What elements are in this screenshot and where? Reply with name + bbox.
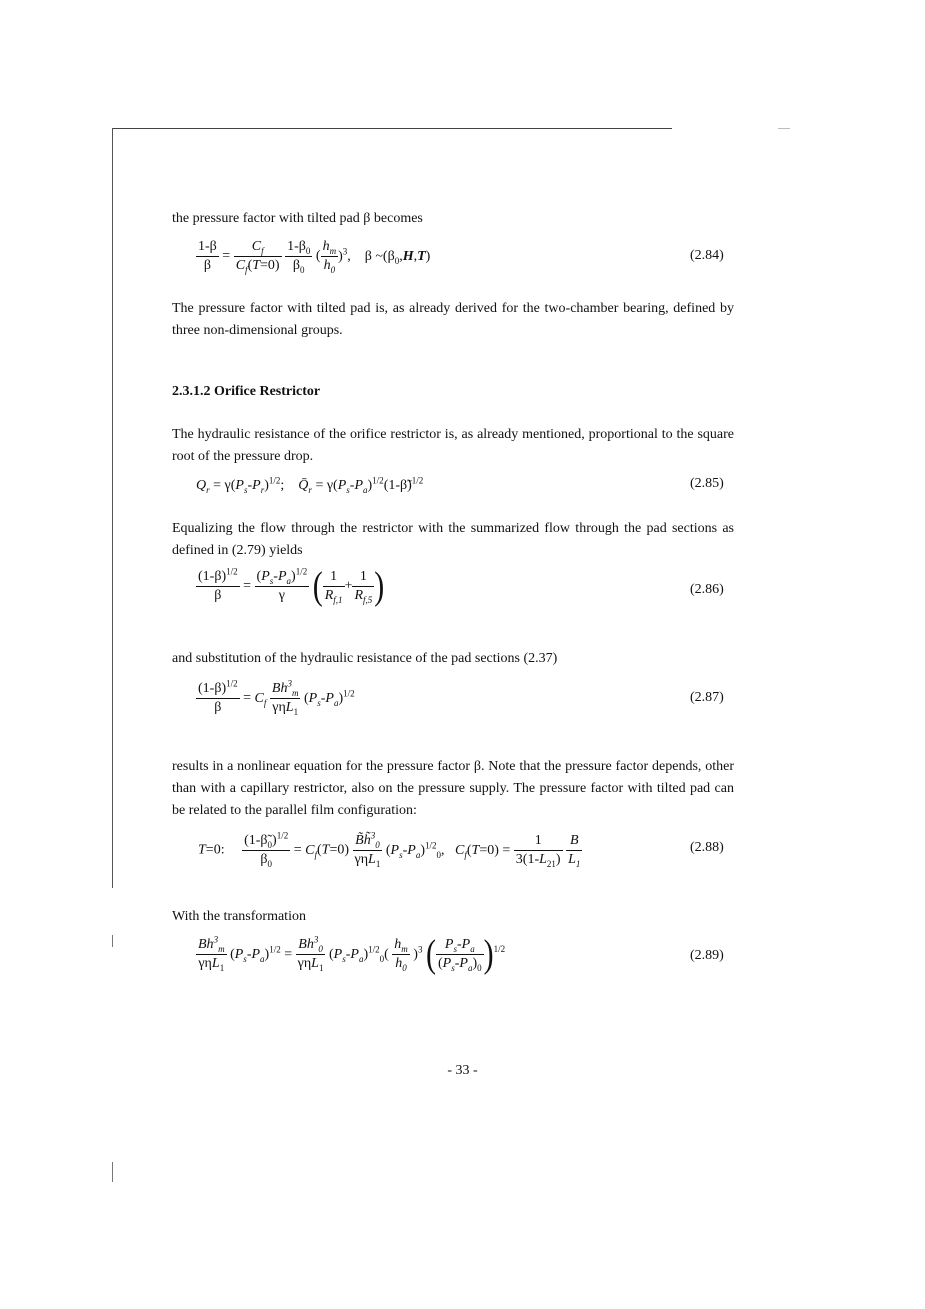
paragraph-nonlinear: results in a nonlinear equation for the pressure factor β. Note that the pressure factor depends, other than with a capillary restrictor, also on the pressure supply. The pressure factor with tilted pad can be related to the parallel film configuration: — [172, 759, 734, 818]
equation-2-88: T=0: $\frac{(1-\betã_0)^{1/2}}{\beta_0}$ = $C_f(T=0)$ $\frac{B̃h̃^3_0}{\gamma\eta L_1}$ $(P_s-P_a)^{1/2}_0$, $C_f(T=0)$ = $\frac{1}{3(1-L_{21})}$ $\frac{B}{L_1}$ — [198, 830, 581, 869]
left-rule — [112, 128, 113, 888]
left-rule-mark — [112, 935, 113, 947]
intro-text: the pressure factor with tilted pad β becomes — [172, 211, 423, 226]
page-number: - 33 - — [447, 1063, 478, 1078]
equation-number: (2.86) — [690, 582, 724, 597]
equation-2-84: $\frac{1-\beta}{\beta}$ = $\frac{C_f}{C_f(T=0)}$ $\frac{1-\beta_0}{\beta_0}$ ( $\frac{h_m}{h_0}$ )$^3$, β $\sim(\beta_0,H,T)$ — [198, 239, 431, 275]
equation-2-86: $\frac{(1-\beta)^{1/2}}{\beta}$ = $\frac{(P_s-P_a)^{1/2}}{\gamma}$ ( $\frac{1}{R_{f,1}}$ + $\frac{1}{R_{f,5}}$ ) — [198, 564, 385, 608]
section-heading: 2.3.1.2 Orifice Restrictor — [172, 384, 321, 399]
equation-number: (2.87) — [690, 690, 724, 705]
equation-number: (2.89) — [690, 948, 724, 963]
equation-2-89: $\frac{Bh^3_m}{\gamma\eta L_1}$ $(P_s-P_a)^{1/2}$ = $\frac{Bh^3_0}{\gamma\eta L_1}$ $(P_s-P_a)^{1/2}_0$( $\frac{h_m}{h_0}$ )$^3$ ( $\frac{P_s-P_a}{(P_s-P_a)_0}$ )$^{1/2}$ — [198, 932, 506, 976]
equation-2-87: $\frac{(1-\beta)^{1/2}}{\beta}$ = $C_f$ $\frac{Bh^3_m}{\gamma\eta L_1}$ $(P_s-P_a)^{1/2}$ — [198, 678, 355, 717]
equation-number: (2.84) — [690, 248, 724, 263]
equation-2-85: $Q_r = \gamma(P_s-P_r)^{1/2}$; $Q̄_r$ = $\gamma(P_s-P_a)^{1/2}(1-\betã)^{1/2}$ — [196, 475, 424, 495]
paragraph-transformation: With the transformation — [172, 909, 306, 924]
equation-number: (2.88) — [690, 840, 724, 855]
paragraph-tilted-pad: The pressure factor with tilted pad is, as already derived for the two-chamber bearing, defined by three non-dimensional groups. — [172, 301, 734, 338]
paragraph-equalizing: Equalizing the flow through the restrictor with the summarized flow through the pad sections as defined in (2.79) yields — [172, 521, 734, 558]
top-rule — [112, 128, 672, 129]
equation-number: (2.85) — [690, 476, 724, 491]
paragraph-substitution: and substitution of the hydraulic resistance of the pad sections (2.37) — [172, 651, 558, 666]
top-rule-end — [778, 128, 790, 129]
left-rule-mark — [112, 1162, 113, 1182]
paragraph-orifice: The hydraulic resistance of the orifice restrictor is, as already mentioned, proportional to the square root of the pressure drop. — [172, 427, 734, 464]
